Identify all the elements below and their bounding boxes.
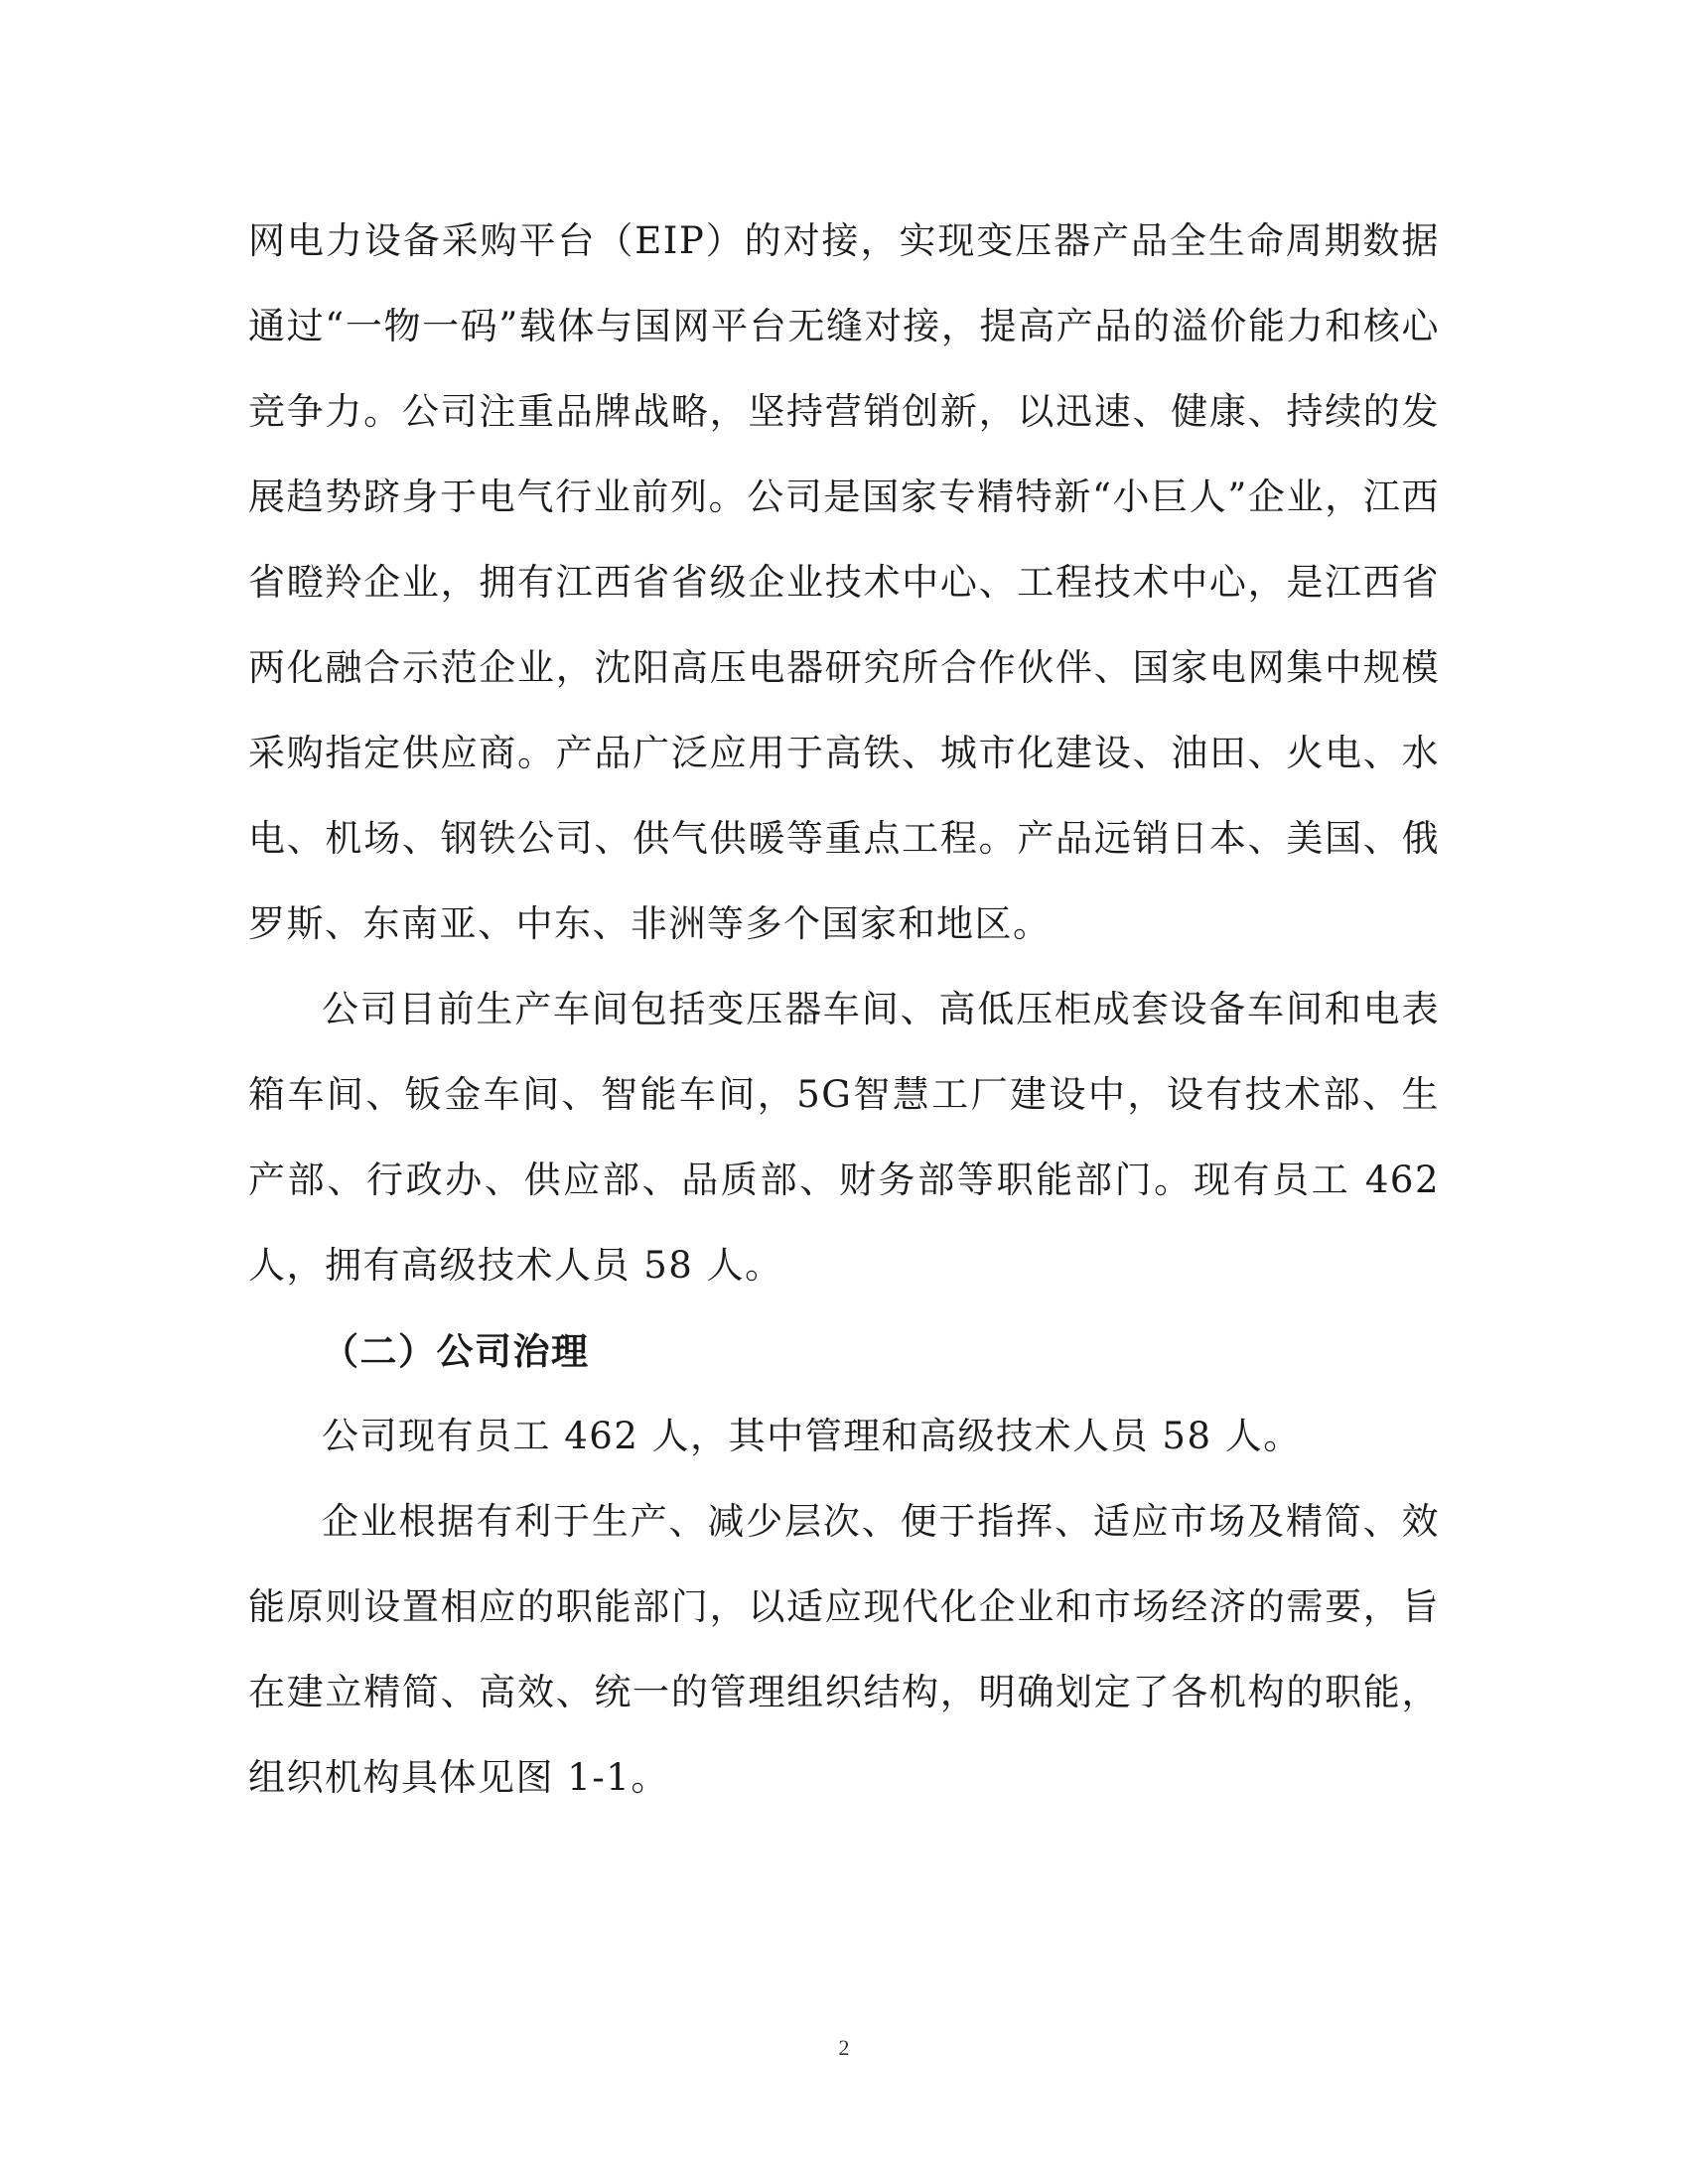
- paragraph-staff: 公司现有员工 462 人，其中管理和高级技术人员 58 人。: [322, 1415, 1302, 1457]
- page-number: 2: [838, 2035, 850, 2060]
- paragraph-continuation: 网电力设备采购平台（EIP）的对接，实现变压器产品全生命周期数据通过“一物一码”载体与国网平台无缝对接，提高产品的溢价能力和核心竞争力。公司注重品牌战略，坚持营销创新，以迅速、健康、持续的发展趋势跻身于电气行业前列。公司是国家专精特新“小巨人”企业，江西省瞪羚企业，拥有江西省省级企业技术中心、工程技术中心，是江西省两化融合示范企业，沈阳高压电器研究所合作伙伴、国家电网集中规模采购指定供应商。产品广泛应用于高铁、城市化建设、油田、火电、水电、机场、钢铁公司、供气供暖等重点工程。产品远销日本、美国、俄罗斯、东南亚、中东、非洲等多个国家和地区。: [248, 219, 1440, 945]
- section-heading: （二）公司治理: [322, 1329, 590, 1373]
- paragraph-workshops: 公司目前生产车间包括变压器车间、高低压柜成套设备车间和电表箱车间、钣金车间、智能车间，5G智慧工厂建设中，设有技术部、生产部、行政办、供应部、品质部、财务部等职能部门。现有员工 462 人，拥有高级技术人员 58 人。: [248, 988, 1440, 1287]
- body-text: [248, 199, 1440, 1821]
- paragraph-organization: 企业根据有利于生产、减少层次、便于指挥、适应市场及精简、效能原则设置相应的职能部门，以适应现代化企业和市场经济的需要，旨在建立精简、高效、统一的管理组织结构，明确划定了各机构的职能，组织机构具体见图 1-1。: [248, 1500, 1440, 1799]
